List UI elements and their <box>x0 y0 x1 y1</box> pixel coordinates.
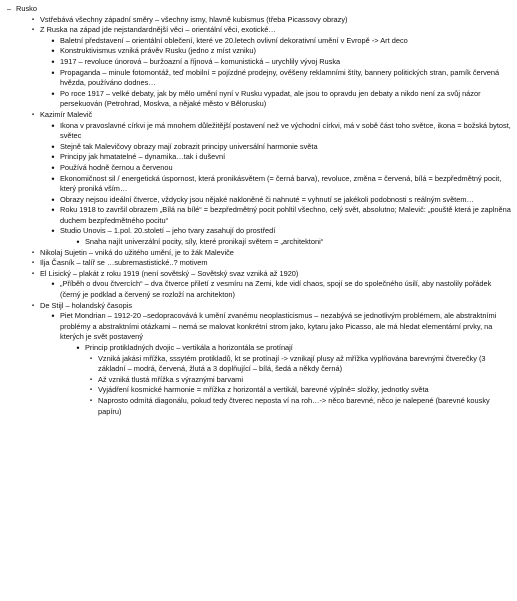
outline-item <box>2 15 511 26</box>
list-marker: ▪ <box>31 249 35 256</box>
outline-text: Piet Mondrian – 1912-20 –sedopracovává k umění zvanému neoplasticismus – nezabývá se jednotlivým problémem, ale abstraktními problémy a abstraktními otázkami – nemá se malovat konkrétní strom jako, kytaru jako Picasso, ale má hledat elementární prvky, na kterých je svět postavený <box>60 311 497 342</box>
outline-text: Principy jak hmatatelné – dynamika…tak i duševní <box>60 152 226 162</box>
list-marker: • <box>51 120 55 131</box>
outline-text: Kazimír Malevič <box>40 109 93 119</box>
list-marker: ▪ <box>31 260 35 267</box>
list-marker: – <box>6 4 12 13</box>
outline-text: Až vzniká tlustá mřížka s výraznými barvami <box>98 374 243 384</box>
outline-item <box>2 226 511 237</box>
outline-text: Ekonomičnost sil / energetická úspornost, která pronikásvětem (= černá barva), revoluce, změna = červená, bílá = bezpředmětný pocit, který proniká vším… <box>60 173 502 194</box>
outline-text: Konstruktivismus vzniká právěv Rusku (jedno z míst vzniku) <box>60 46 256 56</box>
list-marker: • <box>51 162 55 173</box>
outline-item <box>2 248 511 259</box>
outline-item <box>2 25 511 36</box>
outline-item <box>2 142 511 153</box>
outline-item <box>2 237 511 248</box>
list-marker: • <box>51 56 55 67</box>
list-marker: • <box>51 141 55 152</box>
outline-text: Naprosto odmítá diagonálu, pokud tedy čtverec neposta ví na roh…-> něco barevné, něco je nalepené (barevné kousky papíru) <box>98 395 490 416</box>
outline-text: Vyjádření kosmické harmonie = mřížka z horizontál a vertikál, barevné výplně= složky, jednotky světa <box>98 385 429 395</box>
outline-text: Propaganda – minule fotomontáž, teď mobilní = pojízdné prodejny, ověšeny reklamními štíty, bannery politických stran, parník červená hvězda, používáno dodnes… <box>60 67 500 88</box>
outline-item-rusko <box>2 4 511 15</box>
outline-item <box>2 396 511 417</box>
outline-item <box>2 354 511 375</box>
outline-text: De Stijl – holandský časopis <box>40 300 133 310</box>
list-marker: • <box>51 205 55 216</box>
list-marker: • <box>76 237 80 248</box>
outline-item <box>2 269 511 280</box>
outline-item <box>2 163 511 174</box>
list-marker: ▪ <box>31 270 35 277</box>
outline-text: Roku 1918 to završil obrazem „Bílá na bílé“ = bezpředmětný pocit pohltil všechno, celý svět, absolutno; Malevič: „pouště která je zaplněna duchem bezpředmětného pocitu“ <box>60 205 511 225</box>
list-marker: • <box>51 152 55 163</box>
list-marker: • <box>51 279 55 290</box>
list-marker: ▪ <box>31 27 35 34</box>
outline-text: „Příběh o dvou čtvercích“ – dva čtverce přiletí z vesmíru na Zemi, kde vidí chaos, spojí se do společného úsilí, aby nastolily pořádek (černý je podklad a červený se rozloží na architekton) <box>60 279 492 300</box>
outline-item-de-stijl <box>2 301 511 312</box>
outline-item <box>2 152 511 163</box>
list-marker: ▪ <box>31 16 35 23</box>
outline-text: El Lisický – plakát z roku 1919 (není sovětský – Sovětský svaz vzniká až 1920) <box>40 268 299 278</box>
outline-item <box>2 57 511 68</box>
outline-item <box>2 279 511 300</box>
outline-item <box>2 195 511 206</box>
list-marker: • <box>51 67 55 78</box>
outline-text: Vstřebává všechny západní směry – všechny ismy, hlavně kubismus (třeba Picassovy obrazy) <box>40 14 348 24</box>
outline-item <box>2 89 511 110</box>
list-marker: • <box>51 88 55 99</box>
list-marker: • <box>51 173 55 184</box>
outline-text: Snaha najít univerzální pocity, síly, které pronikají světem = „architektoni“ <box>85 237 324 247</box>
list-marker: • <box>51 226 55 237</box>
outline-text: Nikolaj Sujetin – vniká do užitého umění, je to žák Maleviče <box>40 247 234 257</box>
list-marker: • <box>51 46 55 57</box>
outline-text: Ikona v pravoslavné církvi je má mnohem důležitější postavení než ve východní církvi, má v sobě část toho světce, ikona = božská bytost, světec <box>60 120 511 141</box>
outline-item <box>2 121 511 142</box>
outline-item <box>2 311 511 343</box>
outline-item <box>2 375 511 386</box>
outline-item <box>2 174 511 195</box>
outline-text: Obrazy nejsou ideální čtverce, vždycky jsou nějaké nakloněné či nahnuté = vyhnutí se jakékoli podobnosti s reálným světem… <box>60 194 474 204</box>
outline-item <box>2 46 511 57</box>
outline-text: Princip protikladných dvojic – vertikála a horizontála se protínají <box>85 343 293 352</box>
list-marker: ▪ <box>89 355 93 362</box>
outline-item <box>2 205 511 226</box>
list-marker: • <box>76 343 80 353</box>
outline-text: Stejně tak Malevičovy obrazy mají zobrazit principy universální harmonie světa <box>60 141 318 151</box>
list-marker: ▪ <box>31 111 35 118</box>
list-marker: ▪ <box>89 387 93 394</box>
outline-item <box>2 343 511 354</box>
outline-text: 1917 – revoluce únorová – buržoazní a říjnová – komunistická – urychlily vývoj Ruska <box>60 56 341 66</box>
outline-text: Ilja Časník – talíř se …subremastistické..? motivem <box>40 258 208 268</box>
outline-text: Rusko <box>16 4 37 13</box>
outline-text: Vzniká jakási mřížka, sssytém protikladů, kt se protínají -> vznikají plusy až mřížka vyplňována barevnými čtverečky (3 základní – modrá, červená, žlutá a 3 doplňující – bílá, šedá a někdy černá) <box>98 353 486 374</box>
outline-item <box>2 385 511 396</box>
outline-text: Baletní představení – orientální oblečení, které ve 20.letech ovlivní dekorativní umění v Evropě -> Art deco <box>60 35 408 45</box>
outline-item <box>2 68 511 89</box>
list-marker: • <box>51 35 55 46</box>
outline-text: Studio Unovis – 1.pol. 20.století – jeho tvary zasahují do prostředí <box>60 226 276 236</box>
outline-item-malevic <box>2 110 511 121</box>
outline-text: Po roce 1917 – velké debaty, jak by mělo umění nyní v Rusku vypadat, ale jsou to opravdu jen debaty a nikdo není za svůj názor persekuován (Petrohrad, Moskva, a nějaké město v Bělorusku) <box>60 88 481 109</box>
list-marker: ▪ <box>89 397 93 404</box>
outline-text: Z Ruska na západ jde nejstandardnější věci – orientální věci, exotické… <box>40 25 276 35</box>
list-marker: • <box>51 311 55 322</box>
list-marker: ▪ <box>31 302 35 309</box>
outline-item <box>2 258 511 269</box>
list-marker: ▪ <box>89 376 93 383</box>
outline-text: Používá hodně černou a červenou <box>60 162 173 172</box>
list-marker: • <box>51 194 55 205</box>
outline-item <box>2 36 511 47</box>
